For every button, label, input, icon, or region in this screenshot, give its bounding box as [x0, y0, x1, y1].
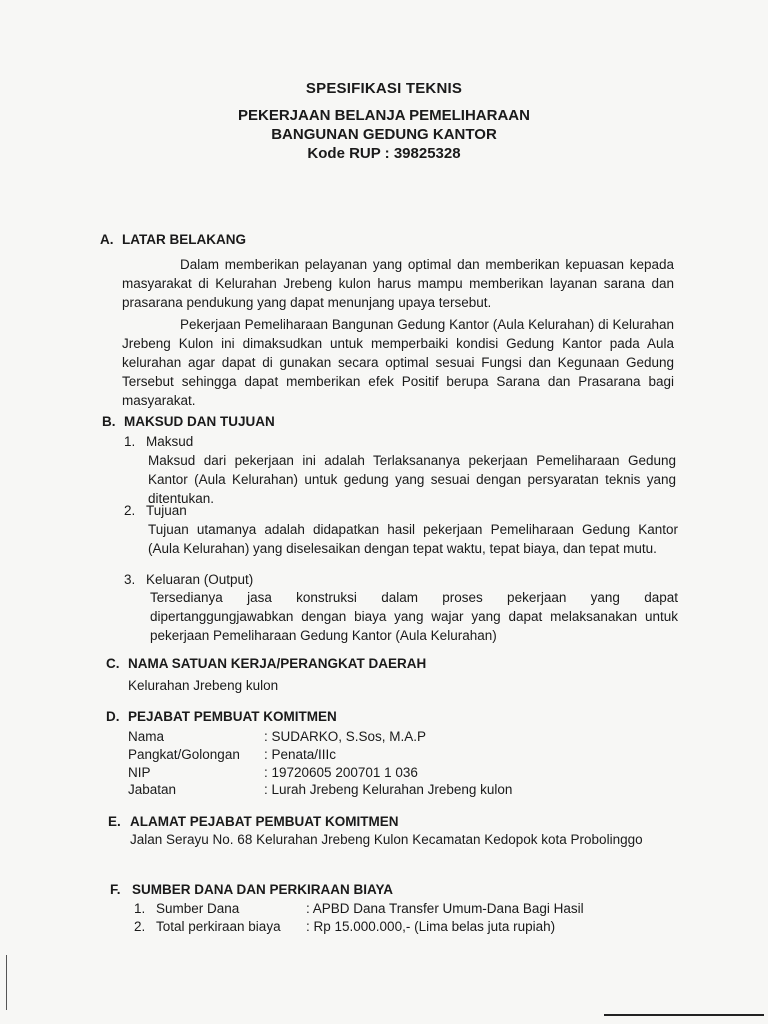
- section-c-text: Kelurahan Jrebeng kulon: [128, 678, 279, 693]
- section-e-text: Jalan Serayu No. 68 Kelurahan Jrebeng Kulon Kecamatan Kedopok kota Probolinggo: [130, 832, 643, 847]
- section-a-heading: [100, 232, 246, 247]
- doc-subtitle-3: Kode RUP : 39825328: [307, 145, 461, 162]
- section-a-paragraph-1: Dalam memberikan pelayanan yang optimal dan memberikan kepuasan kepada masyarakat di Kelurahan Jrebeng kulon harus mampu memberikan layanan sarana dan prasarana pendukung yang dapat menunjang upaya tersebut.: [122, 257, 674, 310]
- section-d-letter: D.: [106, 709, 120, 724]
- section-b-item-3-title: 3. Keluaran (Output): [124, 572, 254, 587]
- scan-edge-mark: [6, 955, 7, 1010]
- bottom-rule: [604, 1014, 764, 1016]
- doc-title: SPESIFIKASI TEKNIS: [305, 80, 463, 97]
- section-b-item-1-title: 1. Maksud: [124, 434, 194, 449]
- section-a-paragraph-2: Pekerjaan Pemeliharaan Bangunan Gedung Kantor (Aula Kelurahan) di Kelurahan Jrebeng Kulon ini dimaksudkan untuk memperbaiki kondisi Gedung Kantor pada Aula kelurahan agar dapat di gunakan secara optimal sesuai Fungsi dan Kegunaan Gedung Tersebut sehingga dapat memberikan efek Positif berupa Sarana dan Prasarana bagi masyarakat.: [122, 317, 674, 408]
- total-biaya-row: 2. Total perkiraan biaya : Rp 15.000.000,- (Lima belas juta rupiah): [134, 919, 556, 934]
- pejabat-row-jabatan: Jabatan : Lurah Jrebeng Kelurahan Jrebeng kulon: [128, 782, 513, 797]
- section-a-title: LATAR BELAKANG: [122, 232, 246, 247]
- section-b-item-1-text: Maksud dari pekerjaan ini adalah Terlaksananya pekerjaan Pemeliharaan Gedung Kantor (Aula Kelurahan) untuk gedung yang sesuai dengan persyaratan teknis yang ditentukan.: [148, 453, 676, 506]
- doc-subtitle-2: BANGUNAN GEDUNG KANTOR: [271, 126, 497, 143]
- doc-subtitle-1: PEKERJAAN BELANJA PEMELIHARAAN: [238, 107, 530, 124]
- pejabat-row-nama: Nama : SUDARKO, S.Sos, M.A.P: [128, 729, 427, 744]
- section-c-heading: [106, 656, 426, 671]
- pejabat-row-nip: NIP : 19720605 200701 1 036: [128, 765, 418, 780]
- section-b-item-3-text: Tersedianya jasa konstruksi dalam proses pekerjaan yang dapat dipertanggungjawabkan dengan biaya yang wajar yang dapat melaksanakan untuk pekerjaan Pemeliharaan Gedung Kantor (Aula Kelurahan): [150, 590, 678, 643]
- pejabat-row-pangkat: Pangkat/Golongan : Penata/IIIc: [128, 747, 337, 762]
- section-e-heading: [108, 814, 398, 829]
- section-b-item-2-text: Tujuan utamanya adalah didapatkan hasil pekerjaan Pemeliharaan Gedung Kantor (Aula Kelurahan) yang diselesaikan dengan tepat waktu, tepat biaya, dan tepat mutu.: [148, 522, 678, 556]
- sumber-dana-row: 1. Sumber Dana : APBD Dana Transfer Umum-Dana Bagi Hasil: [134, 901, 584, 916]
- section-c-title: NAMA SATUAN KERJA/PERANGKAT DAERAH: [128, 656, 427, 671]
- section-b-item-2-title: 2. Tujuan: [124, 503, 187, 518]
- section-f-heading: [110, 882, 393, 897]
- section-f-title: SUMBER DANA DAN PERKIRAAN BIAYA: [132, 882, 394, 897]
- section-b-heading: [102, 414, 275, 429]
- section-b-letter: B.: [102, 414, 116, 429]
- section-e-letter: E.: [108, 814, 121, 829]
- section-c-letter: C.: [106, 656, 120, 671]
- section-a-letter: A.: [100, 232, 114, 247]
- section-d-title: PEJABAT PEMBUAT KOMITMEN: [128, 709, 337, 724]
- section-d-heading: [106, 709, 337, 724]
- section-e-title: ALAMAT PEJABAT PEMBUAT KOMITMEN: [130, 814, 399, 829]
- title-block: [0, 80, 768, 163]
- section-f-letter: F.: [110, 882, 121, 897]
- section-b-title: MAKSUD DAN TUJUAN: [124, 414, 275, 429]
